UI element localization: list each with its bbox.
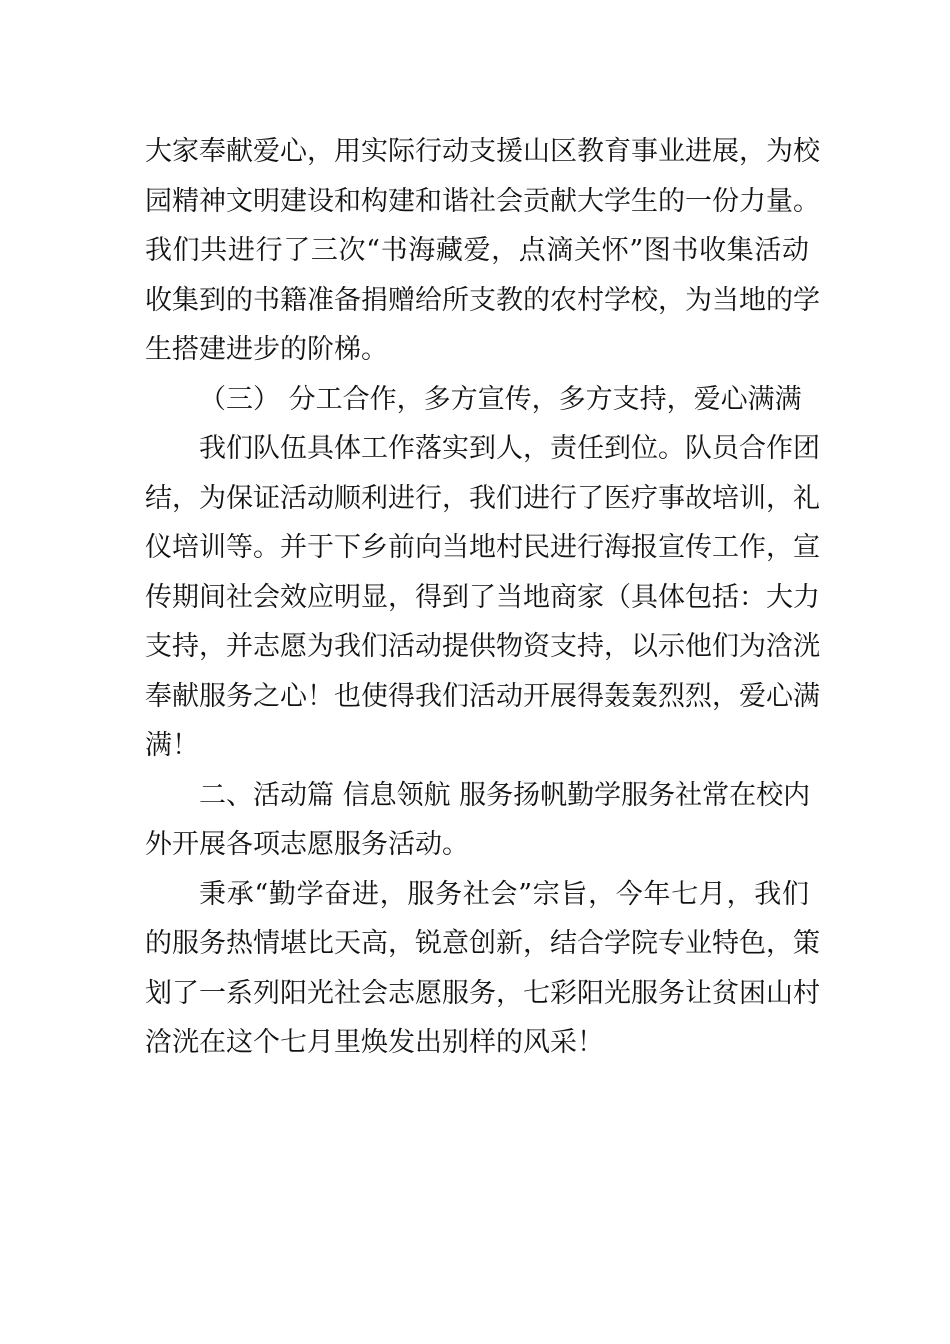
- paragraph-line: 外开展各项志愿服务活动。: [145, 829, 469, 860]
- paragraph-line: 奉献服务之心！也使得我们活动开展得轰轰烈烈，爱心满: [145, 680, 820, 712]
- paragraph-line: 仪培训等。并于下乡前向当地村民进行海报宣传工作，宣: [145, 532, 820, 563]
- paragraph-line: 满！: [145, 730, 199, 761]
- paragraph-line: 秉承“勤学奋进，服务社会”宗旨，今年七月，我们: [199, 878, 809, 910]
- paragraph-line: 二、活动篇 信息领航 服务扬帆勤学服务社常在校内: [199, 779, 811, 811]
- paragraph-line: 划了一系列阳光社会志愿服务，七彩阳光服务让贫困山村: [145, 977, 820, 1009]
- paragraph-donation: [145, 127, 820, 375]
- paragraph-line: 的服务热情堪比天高，锐意创新，结合学院专业特色，策: [145, 928, 820, 959]
- document-body: [145, 127, 820, 1068]
- paragraph-line: 我们共进行了三次“书海藏爱，点滴关怀”图书收集活动: [145, 235, 809, 266]
- paragraph-line: 大家奉献爱心，用实际行动支援山区教育事业进展，为校: [145, 136, 820, 167]
- paragraph-line: 传期间社会效应明显，得到了当地商家（具体包括：大力: [145, 581, 820, 613]
- paragraph-line: 支持，并志愿为我们活动提供物资支持，以示他们为浛洸: [145, 631, 820, 662]
- paragraph-activities-heading: [145, 771, 809, 870]
- paragraph-team-work: [145, 424, 820, 771]
- paragraph-line: 浛洸在这个七月里焕发出别样的风采！: [145, 1027, 604, 1058]
- section-heading-line: （三） 分工合作，多方宣传，多方支持，爱心满满: [199, 383, 802, 415]
- paragraph-line: 收集到的书籍准备捐赠给所支教的农村学校，为当地的学: [145, 284, 820, 316]
- paragraph-line: 园精神文明建设和构建和谐社会贡献大学生的一份力量。: [145, 185, 820, 217]
- section-heading-cooperation: [145, 375, 809, 425]
- paragraph-service-july: [145, 870, 820, 1068]
- paragraph-line: 结，为保证活动顺利进行，我们进行了医疗事故培训，礼: [145, 482, 820, 514]
- paragraph-line: 我们队伍具体工作落实到人，责任到位。队员合作团: [199, 433, 820, 464]
- paragraph-line: 生搭建进步的阶梯。: [145, 334, 388, 365]
